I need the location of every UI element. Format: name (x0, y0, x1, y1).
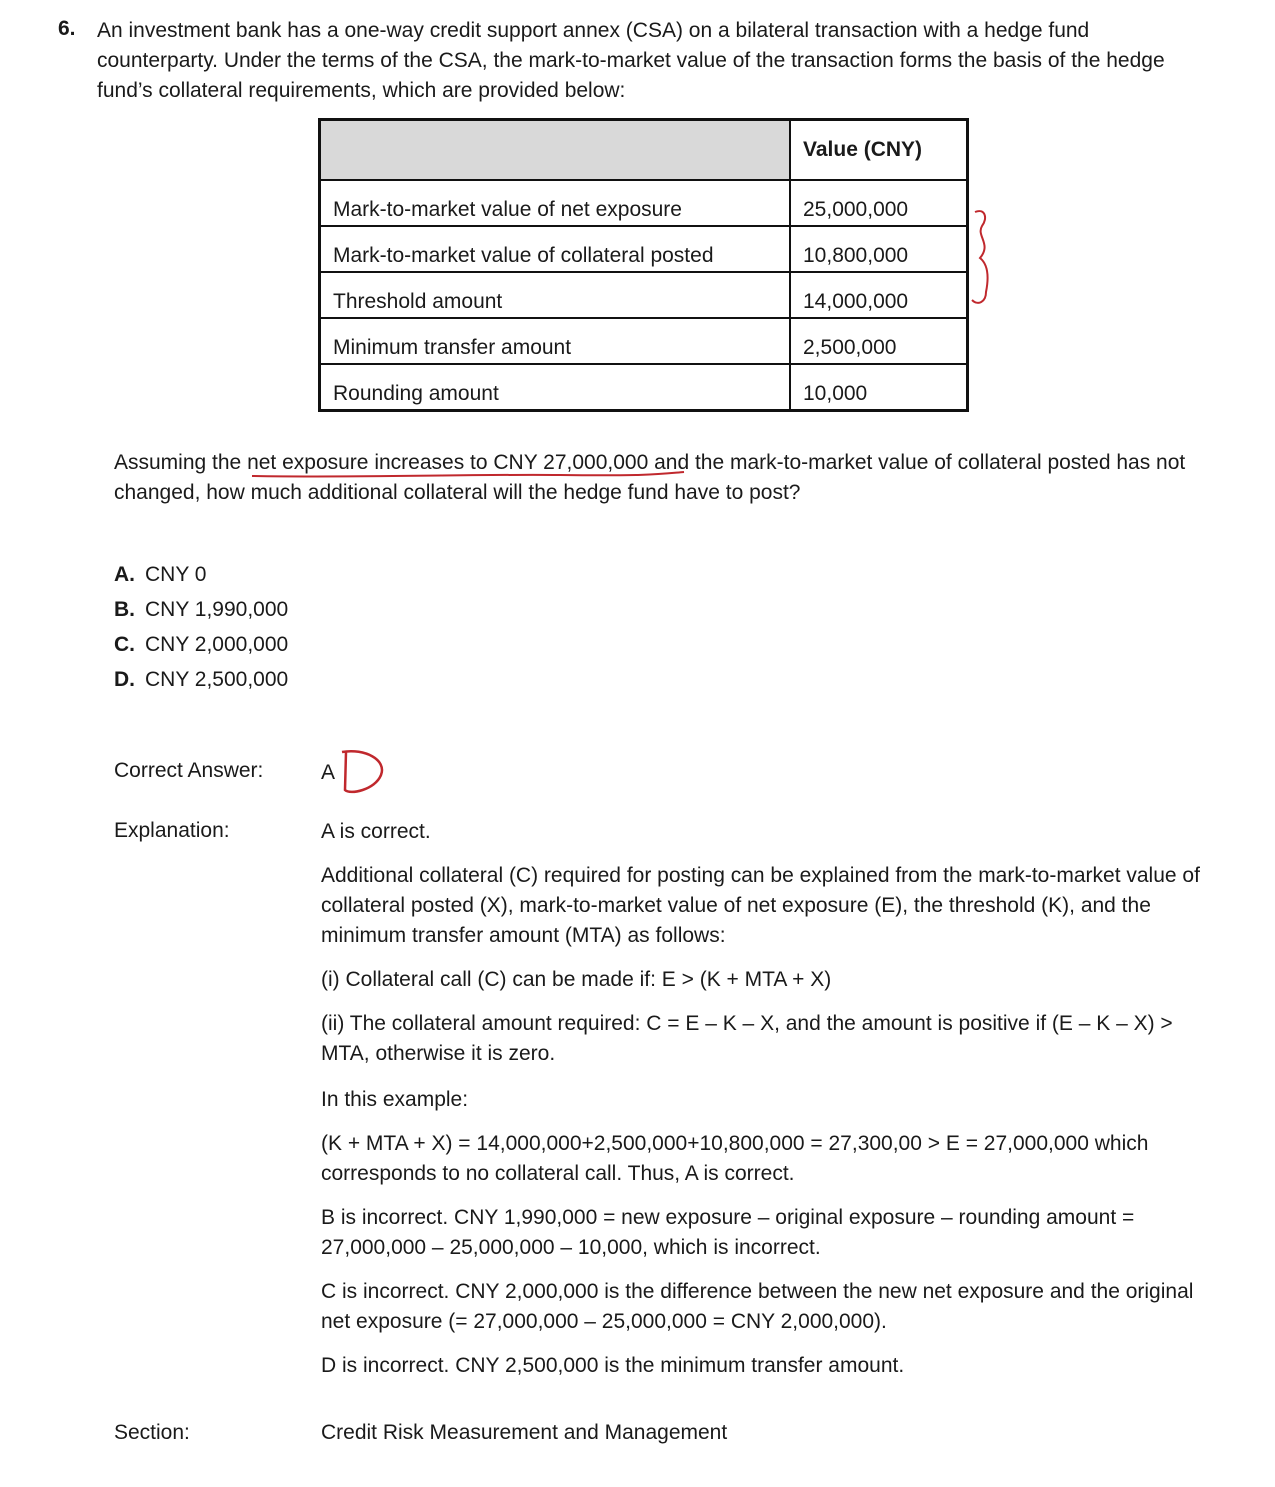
section-label: Section: (114, 1421, 190, 1444)
row-value: 25,000,000 (790, 180, 968, 226)
row-label: Minimum transfer amount (320, 318, 791, 364)
header-value-cell: Value (CNY) (790, 120, 968, 181)
explanation-paragraph: C is incorrect. CNY 2,000,000 is the difference between the new net exposure and the original net exposure (= 27,000,000 – 25,000,000 = CNY 2,000,000). (321, 1280, 1194, 1333)
handwritten-brace (972, 211, 988, 303)
choice-letter: B. (114, 598, 135, 621)
choice-text: CNY 1,990,000 (145, 598, 289, 621)
question-stem: Assuming the net exposure increases to CNY 27,000,000 and the mark-to-market value of collateral posted has not changed, how much additional collateral will the hedge fund have to post? (114, 451, 1186, 504)
row-label: Mark-to-market value of collateral posted (320, 226, 791, 272)
explanation-paragraph: B is incorrect. CNY 1,990,000 = new exposure – original exposure – rounding amount = 27,000,000 – 25,000,000 – 10,000, which is incorrect. (321, 1206, 1135, 1259)
row-label: Rounding amount (320, 364, 791, 411)
choice-text: CNY 0 (145, 563, 207, 586)
explanation-label: Explanation: (114, 819, 230, 842)
explanation-paragraph: D is incorrect. CNY 2,500,000 is the minimum transfer amount. (321, 1354, 905, 1377)
row-label: Threshold amount (320, 272, 791, 318)
row-value: 14,000,000 (790, 272, 968, 318)
correct-answer-label: Correct Answer: (114, 759, 264, 782)
explanation-paragraph: (i) Collateral call (C) can be made if: E > (K + MTA + X) (321, 968, 832, 991)
row-label: Mark-to-market value of net exposure (320, 180, 791, 226)
explanation-paragraph: Additional collateral (C) required for posting can be explained from the mark-to-market value of collateral posted (X), mark-to-market value of net exposure (E), the threshold (K), and the minimum transfer amount (MTA) as follows: (321, 864, 1200, 947)
choice-letter: D. (114, 668, 135, 691)
row-value: 10,000 (790, 364, 968, 411)
explanation-paragraph: (K + MTA + X) = 14,000,000+2,500,000+10,800,000 = 27,300,00 > E = 27,000,000 which corresponds to no collateral call. Thus, A is correct. (321, 1132, 1149, 1185)
question-number: 6. (58, 17, 76, 40)
choice-text: CNY 2,000,000 (145, 633, 289, 656)
question-text: An investment bank has a one-way credit support annex (CSA) on a bilateral transaction with a hedge fund counterparty. Under the terms of the CSA, the mark-to-market value of the transaction forms the basis of the hedge fund’s collateral requirements, which are provided below: (97, 19, 1165, 102)
explanation-paragraph: A is correct. (321, 820, 431, 843)
choice-letter: A. (114, 563, 135, 586)
explanation-paragraph: (ii) The collateral amount required: C = E – K – X, and the amount is positive if (E – K – X) > MTA, otherwise it is zero. (321, 1012, 1173, 1065)
handwritten-underline (252, 472, 684, 477)
handwritten-answer-mark (342, 751, 382, 792)
correct-answer-value: A (321, 761, 336, 784)
row-value: 2,500,000 (790, 318, 968, 364)
section-value: Credit Risk Measurement and Management (321, 1421, 728, 1444)
choice-text: CNY 2,500,000 (145, 668, 289, 691)
explanation-paragraph: In this example: (321, 1088, 469, 1111)
choice-letter: C. (114, 633, 135, 656)
row-value: 10,800,000 (790, 226, 968, 272)
